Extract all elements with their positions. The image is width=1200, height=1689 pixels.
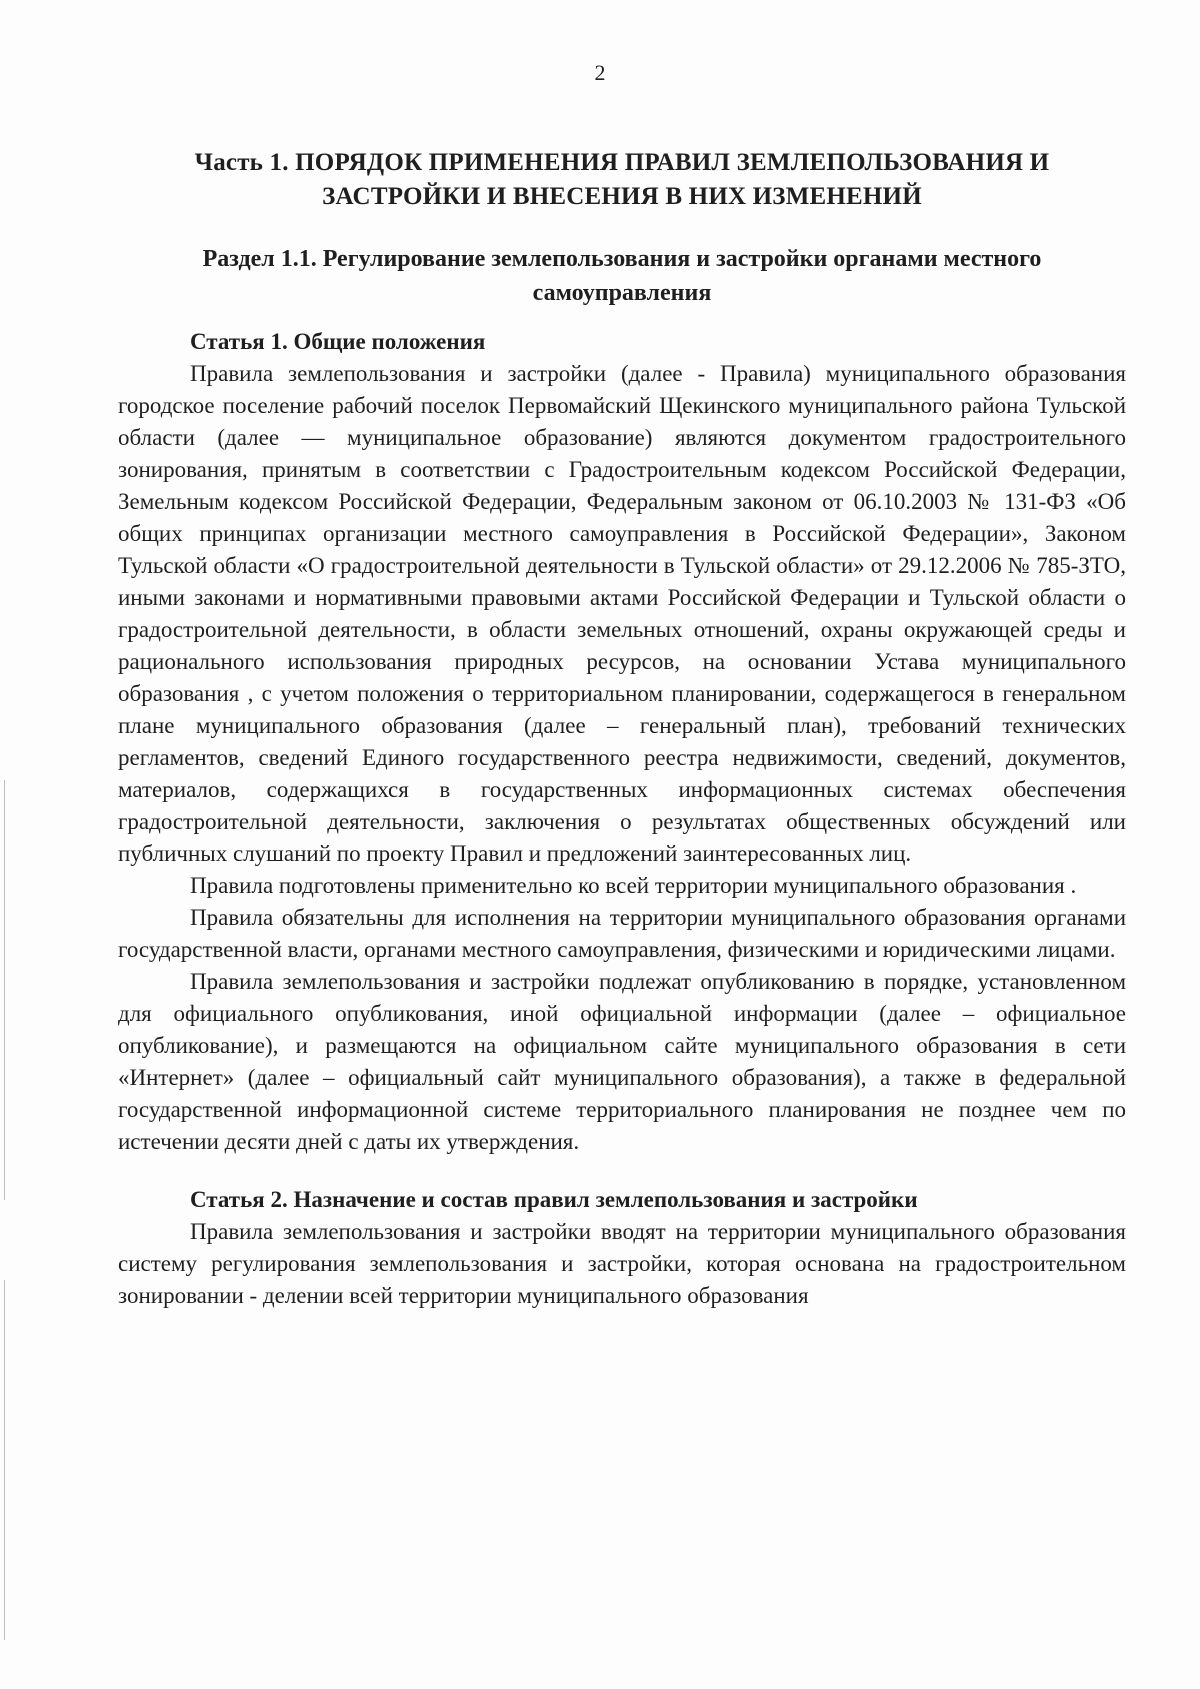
scan-edge-mark: [4, 780, 5, 1200]
document-body: [118, 146, 1126, 1312]
scan-edge-mark: [4, 1280, 5, 1640]
article-1-paragraph: Правила подготовлены применительно ко всей территории муниципального образования .: [190, 873, 1077, 898]
part-title: Часть 1. ПОРЯДОК ПРИМЕНЕНИЯ ПРАВИЛ ЗЕМЛЕПОЛЬЗОВАНИЯ И ЗАСТРОЙКИ И ВНЕСЕНИЯ В НИХ ИЗМЕНЕНИЙ: [194, 149, 1050, 210]
section-title: Раздел 1.1. Регулирование землепользования и застройки органами местного самоуправления: [202, 246, 1042, 306]
spacer: [118, 1158, 1126, 1184]
article-1-paragraph: Правила землепользования и застройки подлежат опубликованию в порядке, установленном для официального опубликования, иной официальной информации (далее – официальное опубликование), и размещаются на официальном сайте муниципального образования в сети «Интернет» (далее – официальный сайт муниципального образования), а также в федеральной государственной информационной системе территориального планирования не позднее чем по истечении десяти дней с даты их утверждения.: [118, 969, 1126, 1154]
page-number: 2: [594, 60, 606, 85]
article-1-title: Статья 1. Общие положения: [190, 329, 486, 354]
article-2-title: Статья 2. Назначение и состав правил землепользования и застройки: [190, 1187, 918, 1212]
article-1-paragraph: Правила обязательны для исполнения на территории муниципального образования органами государственной власти, органами местного самоуправления, физическими и юридическими лицами.: [118, 905, 1126, 962]
article-1-paragraph: Правила землепользования и застройки (далее - Правила) муниципального образования городское поселение рабочий поселок Первомайский Щекинского муниципального района Тульской области (далее — муниципальное образование) являются документом градостроительного зонирования, принятым в соответствии с Градостроительным кодексом Российской Федерации, Земельным кодексом Российской Федерации, Федеральным законом от 06.10.2003 № 131-ФЗ «Об общих принципах организации местного самоуправления в Российской Федерации», Законом Тульской области «О градостроительной деятельности в Тульской области» от 29.12.2006 № 785-ЗТО, иными законами и нормативными правовыми актами Российской Федерации и Тульской области о градостроительной деятельности, в области земельных отношений, охраны окружающей среды и рационального использования природных ресурсов, на основании Устава муниципального образования , с учетом положения о территориальном планировании, содержащегося в генеральном плане муниципального образования (далее – генеральный план), требований технических регламентов, сведений Единого государственного реестра недвижимости, сведений, документов, материалов, содержащихся в государственных информационных системах обеспечения градостроительной деятельности, заключения о результатах общественных обсуждений или публичных слушаний по проекту Правил и предложений заинтересованных лиц.: [118, 361, 1126, 866]
article-2-paragraph: Правила землепользования и застройки вводят на территории муниципального образования систему регулирования землепользования и застройки, которая основана на градостроительном зонировании - делении всей территории муниципального образования: [118, 1219, 1126, 1308]
